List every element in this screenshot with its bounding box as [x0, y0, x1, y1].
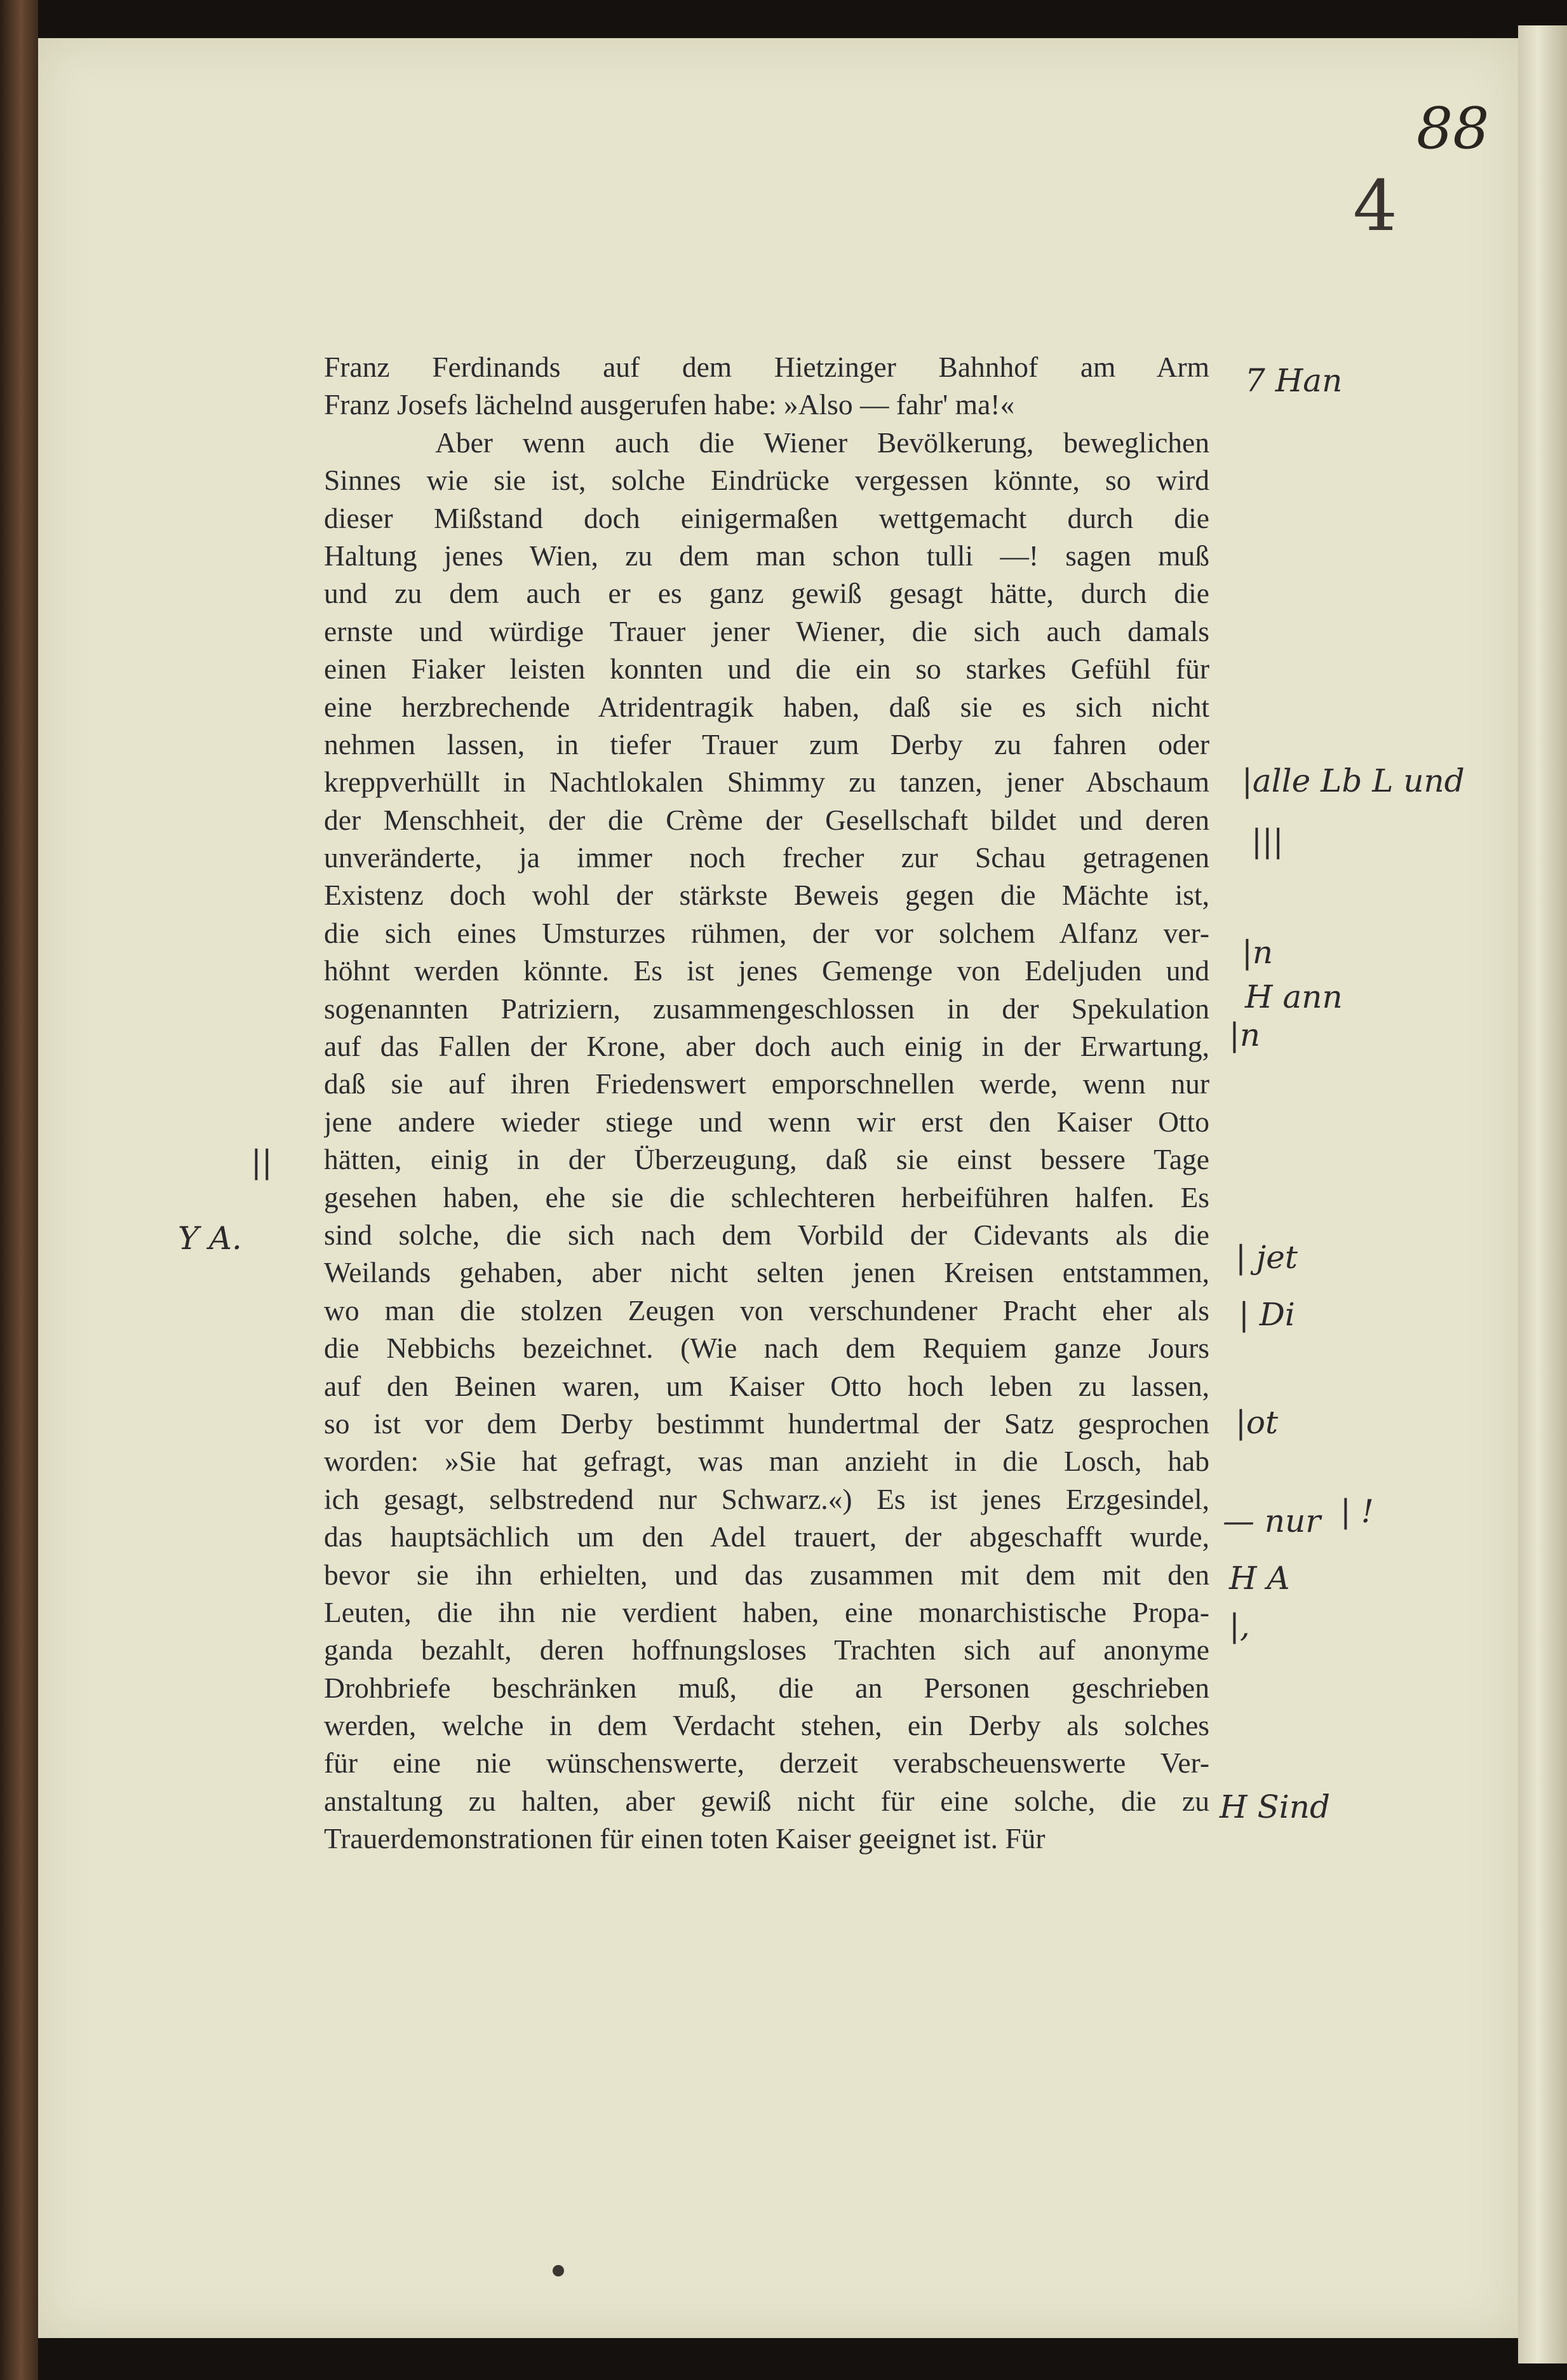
book-binding	[0, 0, 38, 2380]
text-line: die sich eines Umsturzes rühmen, der vor solchem Alfanz ver-	[324, 916, 1209, 949]
text-line: dieser Mißstand doch einigermaßen wettgemacht durch die	[324, 501, 1209, 534]
margin-note-right: |ot	[1235, 1404, 1279, 1441]
text-line: Existenz doch wohl der stärkste Beweis gegen die Mächte ist,	[324, 879, 1209, 912]
text-line: ich gesagt, selbstredend nur Schwarz.«) Es ist jenes Erzgesindel,	[324, 1482, 1209, 1515]
text-line: nehmen lassen, in tiefer Trauer zum Derby zu fahren oder	[324, 727, 1209, 761]
text-line: sogenannten Patriziern, zusammengeschlossen in der Spekulation	[324, 992, 1209, 1025]
margin-note-right: H A	[1229, 1560, 1290, 1597]
text-line: der Menschheit, der die Crème der Gesellschaft bildet und deren	[324, 803, 1209, 836]
text-line: wo man die stolzen Zeugen von verschundener Pracht eher als	[324, 1294, 1209, 1327]
text-line: werden, welche in dem Verdacht stehen, ein Derby als solches	[324, 1709, 1209, 1742]
margin-note-right: 7 Han	[1245, 362, 1343, 399]
text-line: sind solche, die sich nach dem Vorbild der Cidevants als die	[324, 1218, 1209, 1251]
text-line: einen Fiaker leisten konnten und die ein so starkes Gefühl für	[324, 652, 1209, 686]
text-line: unveränderte, ja immer noch frecher zur Schau getragenen	[324, 841, 1209, 874]
text-line: daß sie auf ihren Friedenswert emporschnellen werde, wenn nur	[324, 1067, 1209, 1100]
margin-note-right: |n	[1242, 934, 1274, 971]
page-edge-stack	[1518, 25, 1567, 2363]
margin-note-left: ||	[251, 1144, 272, 1180]
margin-note-right: | Di	[1239, 1296, 1295, 1333]
text-line: ganda bezahlt, deren hoffnungsloses Trachten sich auf anonyme	[324, 1633, 1209, 1667]
body-text	[324, 348, 1209, 1858]
margin-note-right: |,	[1229, 1607, 1250, 1644]
text-line: und zu dem auch er es ganz gewiß gesagt hätte, durch die	[324, 577, 1209, 610]
text-line: bevor sie ihn erhielten, und das zusammen mit dem mit den	[324, 1558, 1209, 1591]
text-line: Weilands gehaben, aber nicht selten jenen Kreisen entstammen,	[324, 1256, 1209, 1289]
binding-thread-mark	[553, 2265, 564, 2276]
margin-note-right: H Sind	[1220, 1788, 1330, 1825]
text-line: für eine nie wünschenswerte, derzeit verabscheuenswerte Ver-	[324, 1747, 1209, 1780]
text-line: das hauptsächlich um den Adel trauert, der abgeschafft wurde,	[324, 1520, 1209, 1553]
margin-note-right: |n	[1229, 1017, 1261, 1053]
text-line: Sinnes wie sie ist, solche Eindrücke vergessen könnte, so wird	[324, 464, 1209, 497]
margin-note-right: | !	[1340, 1493, 1374, 1530]
text-line: Franz Ferdinands auf dem Hietzinger Bahnhof am Arm	[324, 351, 1209, 383]
text-line: ernste und würdige Trauer jener Wiener, die sich auch damals	[324, 614, 1209, 647]
margin-note-right: | jet	[1235, 1239, 1298, 1276]
text-line: auf das Fallen der Krone, aber doch auch einig in der Erwartung,	[324, 1030, 1209, 1063]
text-line: worden: »Sie hat gefragt, was man anzieht in die Losch, hab	[324, 1445, 1209, 1478]
text-line: Aber wenn auch die Wiener Bevölkerung, beweglichen	[435, 426, 1209, 459]
text-line: gesehen haben, ehe sie die schlechteren herbeiführen halfen. Es	[324, 1180, 1209, 1214]
text-line: hätten, einig in der Überzeugung, daß sie einst bessere Tage	[324, 1143, 1209, 1176]
margin-note-left: Y A.	[178, 1220, 242, 1257]
text-line: eine herzbrechende Atridentragik haben, daß sie es sich nicht	[324, 690, 1209, 723]
text-line: Drohbriefe beschränken muß, die an Personen geschrieben	[324, 1671, 1209, 1704]
text-line: Franz Josefs lächelnd ausgerufen habe: »Also — fahr' ma!«	[324, 388, 1015, 421]
text-line: anstaltung zu halten, aber gewiß nicht für eine solche, die zu	[324, 1784, 1209, 1817]
text-line: so ist vor dem Derby bestimmt hundertmal der Satz gesprochen	[324, 1407, 1209, 1440]
folio-number: 88	[1416, 95, 1490, 162]
text-line: Leuten, die ihn nie verdient haben, eine monarchistische Propa-	[324, 1595, 1209, 1628]
margin-note-right: |||	[1251, 823, 1284, 860]
text-line: höhnt werden könnte. Es ist jenes Gemenge von Edeljuden und	[324, 954, 1209, 987]
margin-note-right: — nur	[1223, 1503, 1321, 1539]
margin-note-right: |alle Lb L und	[1242, 762, 1465, 799]
sheet-mark: 4	[1353, 165, 1397, 247]
text-line: auf den Beinen waren, um Kaiser Otto hoch leben zu lassen,	[324, 1369, 1209, 1402]
margin-note-right: H ann	[1245, 978, 1343, 1015]
text-line: Trauerdemonstrationen für einen toten Kaiser geeignet ist. Für	[324, 1822, 1046, 1855]
text-line: jene andere wieder stiege und wenn wir erst den Kaiser Otto	[324, 1105, 1209, 1138]
text-line: kreppverhüllt in Nachtlokalen Shimmy zu tanzen, jener Abschaum	[324, 766, 1209, 799]
text-line: Haltung jenes Wien, zu dem man schon tulli —! sagen muß	[324, 539, 1209, 572]
text-line: die Nebbichs bezeichnet. (Wie nach dem Requiem ganze Jours	[324, 1332, 1209, 1365]
